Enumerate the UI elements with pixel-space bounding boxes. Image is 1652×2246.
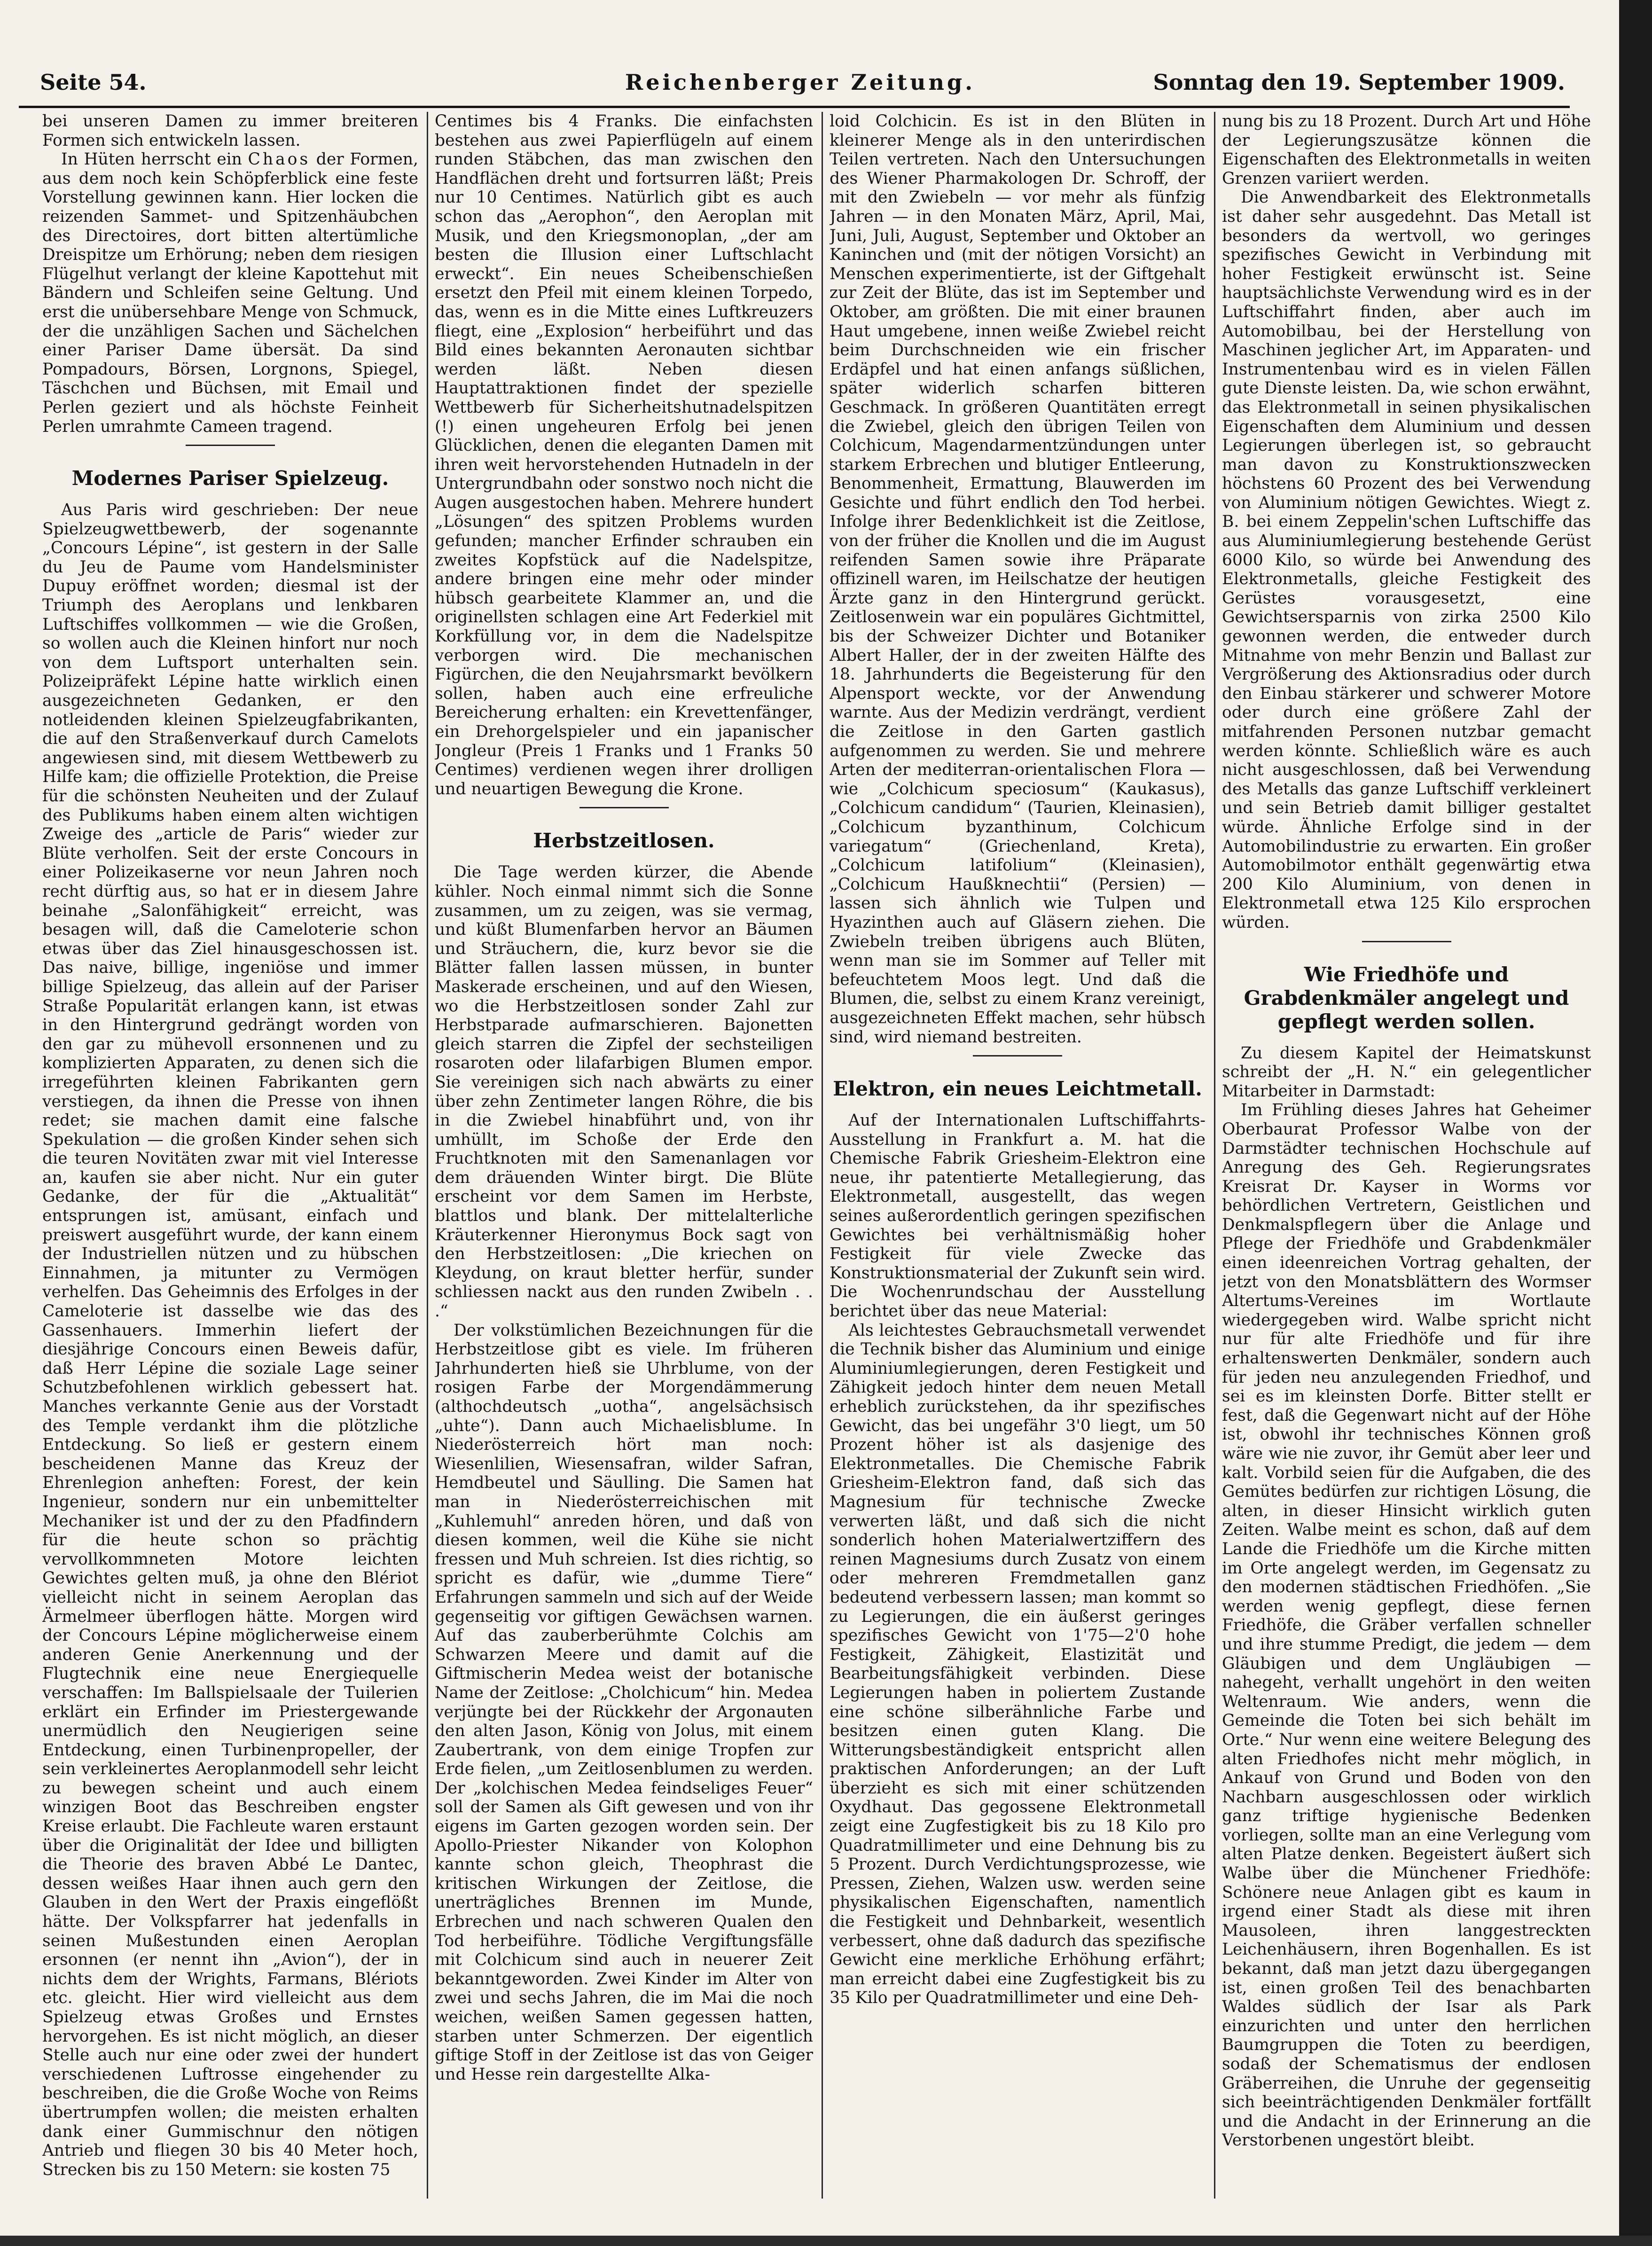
section-divider xyxy=(186,445,275,446)
emphasized-word: Chaos xyxy=(248,150,311,169)
column-1 xyxy=(42,112,418,2213)
column-2 xyxy=(435,112,813,2213)
section-divider xyxy=(973,1055,1062,1056)
article-text: Die Tage werden kürzer, die Abende kühler. Noch einmal nimmt sich die Sonne zusammen, um zu zeigen, was sie vermag, und küßt Blumenfarben hervor an Bäumen und Sträuchern, die, kurz bevor sie die Blätter fallen lassen müssen, in bunter Maskerade erscheinen, und auf den Wiesen, wo die Herbstzeitlosen sonder Zahl zur Herbstparade aufmarschieren. Bajonetten gleich starren die Zipfel der sechsteiligen rosaroten oder lilafarbigen Blumen empor. Sie vereinigen sich nach abwärts zu einer über zehn Zentimeter langen Röhre, die bis in die Zwiebel hinabführt und, von ihr umhüllt, im Schoße der Erde den Fruchtknoten mit den Samenanlagen vor dem dräuenden Winter birgt. Die Blüte erscheint vor dem Samen im Herbste, blattlos und blank. Der mittelalterliche Kräuterkenner Hieronymus Bock sagt von den Herbstzeitlosen: „Die kriechen on Kleydung, on kraut bletter herfür, sunder schliessen nackt aus den runden Zwibeln . . .“ xyxy=(435,863,813,1321)
article-text: Zu diesem Kapitel der Heimatskunst schreibt der „H. N.“ ein gelegentlicher Mitarbeiter in Darmstadt: xyxy=(1222,1043,1591,1101)
article-text xyxy=(42,150,418,436)
article-text: bei unseren Damen zu immer breiteren Formen sich entwickeln lassen. xyxy=(42,112,418,150)
article-text: Als leichtestes Gebrauchsmetall verwendet die Technik bisher das Aluminium und einige Aluminiumlegierungen, deren Festigkeit und Zähigkeit jedoch hinter dem neuen Metall erheblich zurückstehen, da ihr spezifisches Gewicht, das bei ungefähr 3'0 liegt, um 50 Prozent höher ist als dasjenige des Elektronmetalles. Die Chemische Fabrik Griesheim-Elektron fand, daß sich das Magnesium für technische Zwecke verwerten läßt, und daß sich die nicht sonderlich hohen Materialwertziffern des reinen Magnesiums durch Zusatz von einem oder mehreren Fremdmetallen ganz bedeutend verbessern lassen; man kommt so zu Legierungen, die ein äußerst geringes spezifisches Gewicht von 1'75—2'0 hohe Festigkeit, Zähigkeit, Elastizität und Bearbeitungsfähigkeit verbinden. Diese Legierungen haben in poliertem Zustande eine schöne silberähnliche Farbe und besitzen einen guten Klang. Die Witterungsbeständigkeit entspricht allen praktischen Anforderungen; an der Luft überzieht es sich mit einer schützenden Oxydhaut. Das gegossene Elektronmetall zeigt eine Zugfestigkeit bis zu 18 Kilo pro Quadratmillimeter und eine Dehnung bis zu 5 Prozent. Durch Verdichtungsprozesse, wie Pressen, Ziehen, Walzen usw. werden seine physikalischen Eigenschaften, namentlich die Festigkeit und Dehnbarkeit, wesentlich verbessert, ohne daß dadurch das spezifische Gewicht eine merkliche Erhöhung erfährt; man erreicht dabei eine Zugfestigkeit bis zu 35 Kilo per Quadratmillimeter und eine Deh- xyxy=(830,1321,1206,2008)
headline-herbstzeitlosen: Herbstzeitlosen. xyxy=(533,829,715,853)
masthead-rule xyxy=(19,106,1570,108)
article-text: nung bis zu 18 Prozent. Durch Art und Höhe der Legierungszusätze können die Eigenschaften des Elektronmetalls in weiten Grenzen variiert werden. xyxy=(1222,112,1591,188)
section-divider xyxy=(579,807,669,808)
issue-date: Sonntag den 19. September 1909. xyxy=(1153,70,1565,95)
section-divider xyxy=(1362,941,1451,942)
column-4 xyxy=(1222,112,1591,2213)
article-text: Der volkstümlichen Bezeichnungen für die Herbstzeitlose gibt es viele. Im früheren Jahrhunderten hieß sie Uhrblume, von der rosigen Farbe der Morgendämmerung (althochdeutsch „uotha“, angelsächsisch „uhte“). Dann auch Michaelisblume. In Niederösterreich hört man noch: Wiesenlilien, Wiesensafran, wilder Safran, Hemdbeutel und Säulling. Die Samen hat man in Niederösterreichischen mit „Kuhlemuhl“ anreden hören, und daß von diesen kommen, weil die Kühe sie nicht fressen und Muh schreien. Ist dies richtig, so spricht es dafür, wie „dumme Tiere“ Erfahrungen sammeln und sich auf der Weide gegenseitig vor giftigen Gewächsen warnen. Auf das zauberberühmte Colchis am Schwarzen Meere und damit auf die Giftmischerin Medea weist der botanische Name der Zeitlose: „Cholchicum“ hin. Medea verjüngte bei der Rückkehr der Argonauten den alten Jason, König von Jolus, mit einem Zaubertrank, von dem einige Tropfen zur Erde fielen, „um Zeitlosenblumen zu werden. Der „kolchischen Medea feindseliges Feuer“ soll der Samen als Gift gewesen und von ihr eigens im Garten gezogen worden sein. Der Apollo-Priester Nikander von Kolophon kannte schon gleich, Theophrast die kritischen Wirkungen der Zeitlose, die unerträgliches Brennen im Munde, Erbrechen und nach schweren Qualen den Tod herbeiführe. Tödliche Vergiftungsfälle mit Colchicum sind auch in neuerer Zeit bekanntgeworden. Zwei Kinder im Alter von zwei und sechs Jahren, die im Mai die noch weichen, weißen Samen gegessen hatten, starben unter Schmerzen. Der eigentlich giftige Stoff in der Zeitlose ist das von Geiger und Hesse rein dargestellte Alka- xyxy=(435,1321,813,2084)
headline-spielzeug: Modernes Pariser Spielzeug. xyxy=(71,467,389,490)
headline-elektron: Elektron, ein neues Leichtmetall. xyxy=(833,1077,1202,1101)
headline-friedhoefe: Wie Friedhöfe und Grabdenkmäler angelegt und gepflegt werden sollen. xyxy=(1244,963,1569,1033)
scan-border xyxy=(0,2236,1652,2246)
article-text: Die Anwendbarkeit des Elektronmetalls ist daher sehr ausgedehnt. Das Metall ist besonders da wertvoll, wo geringes spezifisches Gewicht in Verbindung mit hoher Festigkeit erwünscht ist. Seine hauptsächlichste Verwendung wird es in der Luftschiffahrt finden, aber auch im Automobilbau, bei der Herstellung von Maschinen jeglicher Art, im Apparaten- und Instrumentenbau wird es in vielen Fällen gute Dienste leisten. Da, wie schon erwähnt, das Elektronmetall in seinen physikalischen Eigenschaften dem Aluminium und dessen Legierungen überlegen ist, so gebraucht man davon zu Konstruktionszwecken höchstens 60 Prozent des bei Verwendung von Aluminium nötigen Gewichtes. Wiegt z. B. bei einem Zeppelin'schen Luftschiffe das aus Aluminiumlegierung bestehende Gerüst 6000 Kilo, so würde bei Anwendung des Elektronmetalls, gleiche Festigkeit des Gerüstes vorausgesetzt, eine Gewichtsersparnis von zirka 2500 Kilo gewonnen werden, die entweder durch Mitnahme von mehr Benzin und Ballast zur Vergrößerung des Aktionsradius oder durch den Einbau stärkerer und schwerer Motore oder durch eine größere Zahl der mitfahrenden Personen nutzbar gemacht werden könnte. Schließlich wäre es auch nicht ausgeschlossen, daß bei Verwendung des Metalls das ganze Luftschiff verkleinert und sein Betrieb damit billiger gestaltet würde. Ähnliche Erfolge sind in der Automobilindustrie zu erwarten. Ein großer Automobilmotor enthält gegenwärtig etwa 200 Kilo Aluminium, von denen in Elektronmetall etwa 125 Kilo ersprochen würden. xyxy=(1222,188,1591,932)
article-text: loid Colchicin. Es ist in den Blüten in kleinerer Menge als in den unterirdischen Teilen vertreten. Nach den Untersuchungen des Wiener Pharmakologen Dr. Schroff, der mit den Zwiebeln — vor mehr als fünfzig Jahren — in den Monaten März, April, Mai, Juni, Juli, August, September und Oktober an Kaninchen und (mit der nötigen Vorsicht) an Menschen experimentierte, ist der Giftgehalt zur Zeit der Blüte, das ist im September und Oktober, am größten. Die mit einer braunen Haut umgebene, innen weiße Zwiebel reicht beim Durchschneiden wie ein frischer Erdäpfel und hat einen anfangs süßlichen, später widerlich scharfen bitteren Geschmack. In größeren Quantitäten erregt die Zwiebel, gleich den übrigen Teilen von Colchicum, Magendarmentzündungen unter starkem Erbrechen und blutiger Entleerung, Benommenheit, Ermattung, Blauwerden im Gesichte und führt endlich den Tod herbei. Infolge ihrer Bedenklichkeit ist die Zeitlose, von der früher die Knollen und die im August reifenden Samen sowie ihre Präparate offizinell waren, im Heilschatze der heutigen Ärzte ganz in den Hintergrund gerückt. Zeitlosenwein war ein populäres Gichtmittel, bis der Schweizer Dichter und Botaniker Albert Haller, der in der zweiten Hälfte des 18. Jahrhunderts die Begeisterung für den Alpensport weckte, vor der Anwendung warnte. Aus der Medizin verdrängt, verdient die Zeitlose in den Garten gastlich aufgenommen zu werden. Sie und mehrere Arten der mediterran-orientalischen Flora — wie „Colchicum speciosum“ (Kaukasus), „Colchicum candidum“ (Taurien, Kleinasien), „Colchicum byzanthinum, Colchicum variegatum“ (Griechenland, Kreta), „Colchicum latifolium“ (Kleinasien), „Colchicum Haußknechtii“ (Persien) — lassen sich ähnlich wie Tulpen und Hyazinthen auch auf Gläsern ziehen. Die Zwiebeln treiben übrigens auch Blüten, wenn man sie im Sommer auf Teller mit befeuchtetem Moos legt. Und daß die Blumen, die, selbst zu einem Kranz vereinigt, ausgezeichneten Effekt machen, sehr hübsch sind, wird niemand bestreiten. xyxy=(830,112,1206,1047)
column-rule xyxy=(427,112,428,2199)
text-run: In Hüten herrscht ein xyxy=(61,150,248,169)
scan-border xyxy=(1619,0,1652,2246)
article-text: Aus Paris wird geschrieben: Der neue Spielzeugwettbewerb, der sogenannte „Concours Lépine“, ist gestern in der Salle du Jeu de Paume vom Handelsminister Dupuy eröffnet worden; diesmal ist der Triumph des Aeroplans und lenkbaren Luftschiffes vollkommen — wie die Großen, so wollen auch die Kleinen hinfort nur noch von dem Luftsport unterhalten sein. Polizeipräfekt Lépine hatte wirklich einen ausgezeichneten Gedanken, er den notleidenden kleinen Spielzeugfabrikanten, die auf den Straßenverkauf durch Camelots angewiesen sind, mit diesem Wettbewerb zu Hilfe kam; die offizielle Protektion, die Preise für die schönsten Neuheiten und der Zulauf des Publikums haben einem alten wichtigen Zweige des „article de Paris“ wieder zur Blüte verholfen. Seit der erste Concours in einer Polizeikaserne vor neun Jahren noch recht dürftig aus, so hat er in diesem Jahre beinahe „Salonfähigkeit“ erreicht, was besagen will, daß die Cameloterie schon etwas über das Ziel hinausgeschossen ist. Das naive, billige, ingeniöse und immer billige Spielzeug, das allein auf der Pariser Straße Popularität erlangen kann, ist etwas in den Hintergrund gedrängt worden von den gar zu mühevoll ersonnenen und zu komplizierten Apparaten, zu denen sich die irregeführten kleinen Fabrikanten gern verstiegen, da ihnen die Presse von ihnen redet; sie machen damit eine falsche Spekulation — die großen Kinder sehen sich die teuren Novitäten zwar mit viel Interesse an, kaufen sie aber nicht. Nur ein guter Gedanke, der für die „Aktualität“ entsprungen ist, amüsant, einfach und preiswert ausgeführt wurde, der kann einem der Industriellen nützen und zu hübschen Einnahmen, ja mitunter zu Vermögen verhelfen. Das Geheimnis des Erfolges in der Cameloterie ist dasselbe wie das des Gassenhauers. Immerhin liefert der diesjährige Concours einen Beweis dafür, daß Herr Lépine die soziale Lage seiner Schutzbefohlenen wirklich gebessert hat. Manches verkannte Genie aus der Vorstadt des Temple verdankt ihm die plötzliche Entdeckung. So ließ er gestern einem bescheidenen Manne das Kreuz der Ehrenlegion anheften: Forest, der kein Ingenieur, sondern nur ein unbemittelter Mechaniker ist und der zu den Pfadfindern für die heute schon so prächtig vervollkommneten Motore leichten Gewichtes gelten muß, ja ohne den Blériot vielleicht nicht in seinem Aeroplan das Ärmelmeer überflogen hätte. Morgen wird der Concours Lépine möglicherweise einem anderen Genie Anerkennung und der Flugtechnik eine neue Energiequelle verschaffen: Im Ballspielsaale der Tuilerien erklärt ein Erfinder im Priestergewande unermüdlich den Neugierigen seine Entdeckung, einen Turbinenpropeller, der sein verkleinertes Aeroplanmodell sehr leicht zu bewegen scheint und auch einem winzigen Boot das Beschreiben engster Kreise erlaubt. Die Fachleute waren erstaunt über die Originalität der Idee und billigten die Theorie des braven Abbé Le Dantec, dessen weißes Haar ihnen auch gern den Glauben in den Wert der Praxis eingeflößt hätte. Der Volkspfarrer hat jedenfalls in seinen Mußestunden einen Aeroplan ersonnen (er nennt ihn „Avion“), der in nichts dem der Wrights, Farmans, Blériots etc. gleicht. Hier wird vielleicht aus dem Spielzeug etwas Großes und Ernstes hervorgehen. Es ist nicht möglich, an dieser Stelle auch nur eine oder zwei der hundert verschiedenen Luftrosse eingehender zu beschreiben, die die Große Woche von Reims übertrumpfen wollen; die meisten erhalten dank einer Gummischnur den nötigen Antrieb und fliegen 30 bis 40 Meter hoch, Strecken bis zu 150 Metern: sie kosten 75 xyxy=(42,501,418,2179)
article-text: Im Frühling dieses Jahres hat Geheimer Oberbaurat Professor Walbe von der Darmstädter technischen Hochschule auf Anregung des Geh. Regierungsrates Kreisrat Dr. Kayser in Worms vor behördlichen Vertretern, Geistlichen und Denkmalspflegern über die Anlage und Pflege der Friedhöfe und Grabdenkmäler einen ideenreichen Vortrag gehalten, der jetzt von den Monatsblättern des Wormser Altertums-Vereines im Wortlaute wiedergegeben wird. Walbe spricht nicht nur für alte Friedhöfe und für ihre erhaltenswerten Denkmäler, sondern auch für jeden neu anzulegenden Friedhof, und sei es im kleinsten Dorfe. Bitter stellt er fest, daß die Gegenwart nicht auf der Höhe ist, obwohl ihr technisches Können groß wäre wie nie zuvor, ihr Gemüt aber leer und kalt. Vorbild seien für die Aufgaben, die des Gemütes bedürfen zur richtigen Lösung, die alten, in dieser Hinsicht wirklich guten Zeiten. Walbe meint es schon, daß auf dem Lande die Friedhöfe um die Kirche mitten im Orte angelegt werden, im Gegensatz zu den modernen städtischen Friedhöfen. „Sie werden wenig gepflegt, diese fernen Friedhöfe, die Gräber verfallen schneller und ihre stumme Predigt, die jedem — dem Gläubigen und dem Ungläubigen — nahegeht, verhallt ungehört in den weiten Weltenraum. Wie anders, wenn die Gemeinde die Toten bei sich behält im Orte.“ Nur wenn eine weitere Belegung des alten Friedhofes nicht mehr möglich, in Ankauf von Grund und Boden von den Nachbarn ausgeschlossen oder wirklich ganz triftige hygienische Bedenken vorliegen, sollte man an eine Verlegung vom alten Platze denken. Begeistert äußert sich Walbe über die Münchener Friedhöfe: Schönere neue Anlagen gibt es kaum in irgend einer Stadt als diese mit ihren Mausoleen, ihren langgestreckten Leichenhäusern, ihren Bogenhallen. Es ist bekannt, daß man jetzt dazu übergegangen ist, einen großen Teil des benachbarten Waldes südlich der Isar als Park einzurichten und unter den herrlichen Baumgruppen die Toten zu beerdigen, sodaß der Schematismus der endlosen Gräberreihen, die Unruhe der gegenseitig sich beeinträchtigenden Denkmäler fortfällt und die Andacht in der Erinnerung an die Verstorbenen ungestört bleibt. xyxy=(1222,1101,1591,2150)
column-rule xyxy=(822,112,823,2199)
column-3 xyxy=(830,112,1206,2213)
article-text: Auf der Internationalen Luftschiffahrts-Ausstellung in Frankfurt a. M. hat die Chemische Fabrik Griesheim-Elektron eine neue, ihr patentierte Metallegierung, das Elektronmetall, ausgestellt, das wegen seines außerordentlich geringen spezifischen Gewichtes bei verhältnismäßig hoher Festigkeit für viele Zwecke das Konstruktionsmaterial der Zukunft sein wird. Die Wochenrundschau der Ausstellung berichtet über das neue Material: xyxy=(830,1111,1206,1321)
newspaper-title: Reichenberger Zeitung. xyxy=(625,70,976,95)
columns xyxy=(19,112,1591,2213)
text-run: der Formen, aus dem noch kein Schöpferblick eine feste Vorstellung gewinnen kann. Hier locken die reizenden Sammet- und Spitzenhäubchen des Directoires, dort bitten altertümliche Dreispitze um Erhörung; neben dem riesigen Flügelhut verlangt der kleine Kapottehut mit Bändern und Schleifen seine Geltung. Und erst die unübersehbare Menge von Schmuck, der die unzähligen Sachen und Sächelchen einer Pariser Dame übersät. Da sind Pompadours, Börsen, Lorgnons, Spiegel, Täschchen und Büchsen, mit Email und Perlen geziert und als höchste Feinheit Perlen umrahmte Cameen tragend. xyxy=(42,150,418,436)
masthead xyxy=(19,60,1570,102)
page-number: Seite 54. xyxy=(40,70,147,95)
article-text: Centimes bis 4 Franks. Die einfachsten bestehen aus zwei Papierflügeln auf einem runden Stäbchen, das man zwischen den Handflächen dreht und fortsurren läßt; Preis nur 10 Centimes. Natürlich gibt es auch schon das „Aerophon“, den Aeroplan mit Musik, und den Kriegsmonoplan, „der am besten die Illusion einer Luftschlacht erweckt“. Ein neues Scheibenschießen ersetzt den Pfeil mit einem kleinen Torpedo, das, wenn es in die Mitte eines Luftkreuzers fliegt, eine „Explosion“ herbeiführt und das Bild eines bekannten Aeronauten sichtbar werden läßt. Neben diesen Hauptattraktionen findet der spezielle Wettbewerb für Sicherheitshutnadelspitzen (!) einen ungeheuren Erfolg bei jenen Glücklichen, denen die eleganten Damen mit ihren weit hervorstehenden Hutnadeln in der Untergrundbahn oder sonstwo noch nicht die Augen ausgestochen haben. Mehrere hundert „Lösungen“ des spitzen Problems wurden gefunden; mancher Erfinder schrauben ein zweites Kopfstück auf die Nadelspitze, andere bringen eine mehr oder minder hübsch gearbeitete Klammer an, und die originellsten schlagen eine Art Federkiel mit Korkfüllung vor, in dem die Nadelspitze verborgen wird. Die mechanischen Figürchen, die den Neujahrsmarkt bevölkern sollen, haben auch eine erfreuliche Bereicherung erhalten: ein Krevettenfänger, ein Drehorgelspieler und ein japanischer Jongleur (Preis 1 Franks und 1 Franks 50 Centimes) verdienen wegen ihrer drolligen und neuartigen Bewegung die Krone. xyxy=(435,112,813,798)
column-rule xyxy=(1214,112,1215,2199)
